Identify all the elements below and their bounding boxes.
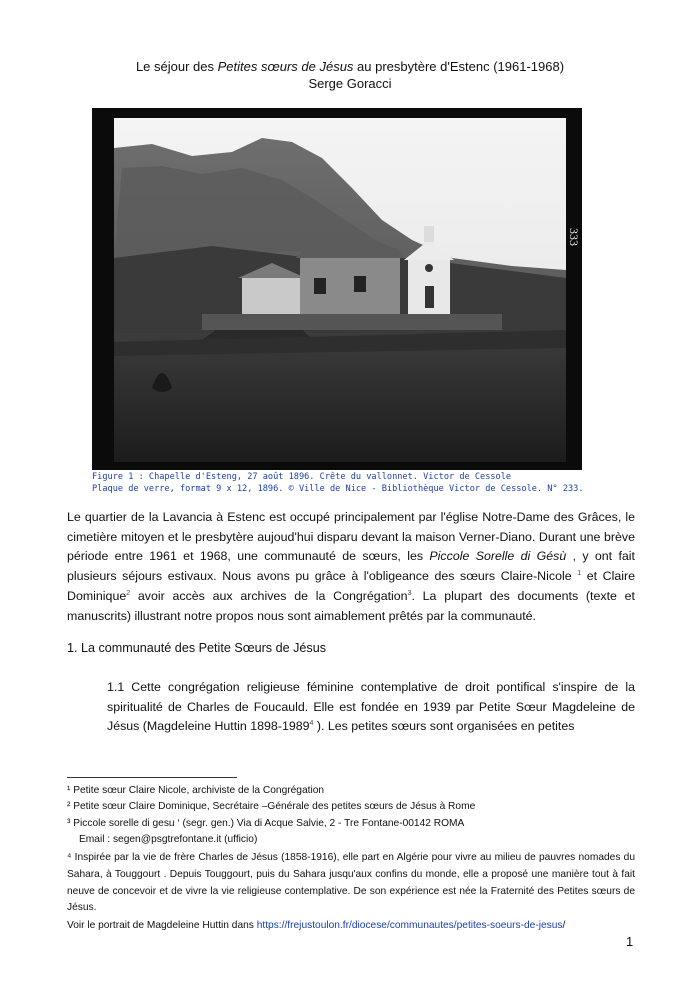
portrait-link[interactable]: https://frejustoulon.fr/diocese/communautes/petites-soeurs-de-jesus (256, 920, 563, 931)
footnote-4: ⁴ Inspirée par la vie de frère Charles de Jésus (1858-1916), elle part en Algérie pour vivre au milieu de pauvres nomades du Sahara, à Touggourt . Depuis Touggourt, puis du Sahara jusqu'aux confins du monde, elle a proposé une manière tout à fait neuve de concevoir et de vivre la vie religieuse contemplative. De son expérience est née la Fraternité des Petites sœurs de Jésus. (67, 852, 635, 914)
intro-paragraph (67, 508, 635, 626)
portrait-link-end: / (562, 920, 566, 931)
intro-italic: Piccole Sorelle di Gésù (429, 549, 567, 564)
intro-text-2: , y ont fait plusieurs séjours estivaux. Nous avons pu grâce à l'obligeance des sœurs Claire-Nicole (67, 549, 635, 584)
section-text-1: 1.1 Cette congrégation religieuse féminine contemplative de droit pontifical s'inspire de la spiritualité de Charles de Foucauld. Elle est fondée en 1939 par Petite Sœur Magdeleine de Jésus (Magdeleine Huttin 1898-1989 (107, 680, 635, 734)
footnote-separator (67, 777, 237, 778)
footnote-ref-2[interactable]: 2 (126, 589, 131, 597)
footnote-ref-1[interactable]: 1 (577, 569, 582, 577)
section-text-2: ). Les petites sœurs sont organisées en petites (313, 719, 575, 734)
section-heading: 1. La communauté des Petite Sœurs de Jésus (67, 641, 327, 655)
intro-text-4: avoir accès aux archives de la Congrégation (130, 588, 408, 603)
footnote-portrait-link (67, 918, 635, 934)
title-suffix: au presbytère d'Estenc (1961-1968) (353, 59, 565, 74)
title-italic: Petites sœurs de Jésus (217, 59, 354, 74)
footnote-2: ² Petite sœur Claire Dominique, Secrétaire –Générale des petites sœurs de Jésus à Rome (67, 801, 476, 812)
intro-text-3: et Claire Dominique (67, 569, 635, 603)
figure-caption (92, 471, 652, 495)
intro-text-1: Le quartier de la Lavancia à Estenc est occupé principalement par l'église Notre-Dame des Grâces, le cimetière mitoyen et le presbytère aujoud'hui disparu devant la maison Verner-Diano. Durant une brève période entre 1961 et 1968, une communauté de sœurs, les (67, 510, 635, 564)
title-line (0, 58, 700, 75)
section-paragraph (107, 678, 635, 737)
portrait-text: Voir le portrait de Magdeleine Huttin dans (67, 920, 257, 931)
photo-illustration (92, 108, 582, 470)
intro-text-5: . La plupart des documents (texte et manuscrits) illustrant notre propos nous sont aimablement prêtés par la communauté. (67, 588, 635, 623)
page-number: 1 (626, 934, 634, 949)
historic-photograph (92, 108, 582, 470)
document-title (0, 58, 700, 92)
footnote-3-email: Email : segen@psgtrefontane.it (ufficio) (79, 834, 258, 845)
author-name: Serge Goracci (308, 76, 392, 91)
footnote-3: ³ Piccole sorelle di gesu ‘ (segr. gen.) Via di Acque Salvie, 2 - Tre Fontane-00142 ROMA (67, 818, 465, 829)
caption-line-1: Figure 1 : Chapelle d'Esteng, 27 août 1896. Crête du vallonnet. Victor de Cessole (92, 472, 512, 482)
title-prefix: Le séjour des (135, 59, 218, 74)
footnote-ref-3[interactable]: 3 (407, 589, 412, 597)
plate-mark: 333 (567, 228, 581, 246)
footnote-1: ¹ Petite sœur Claire Nicole, archiviste de la Congrégation (67, 785, 325, 796)
footnote-ref-4[interactable]: 4 (309, 720, 314, 728)
caption-line-2: Plaque de verre, format 9 x 12, 1896. © Ville de Nice - Bibliothèque Victor de Cessole. N° 233. (92, 484, 584, 494)
